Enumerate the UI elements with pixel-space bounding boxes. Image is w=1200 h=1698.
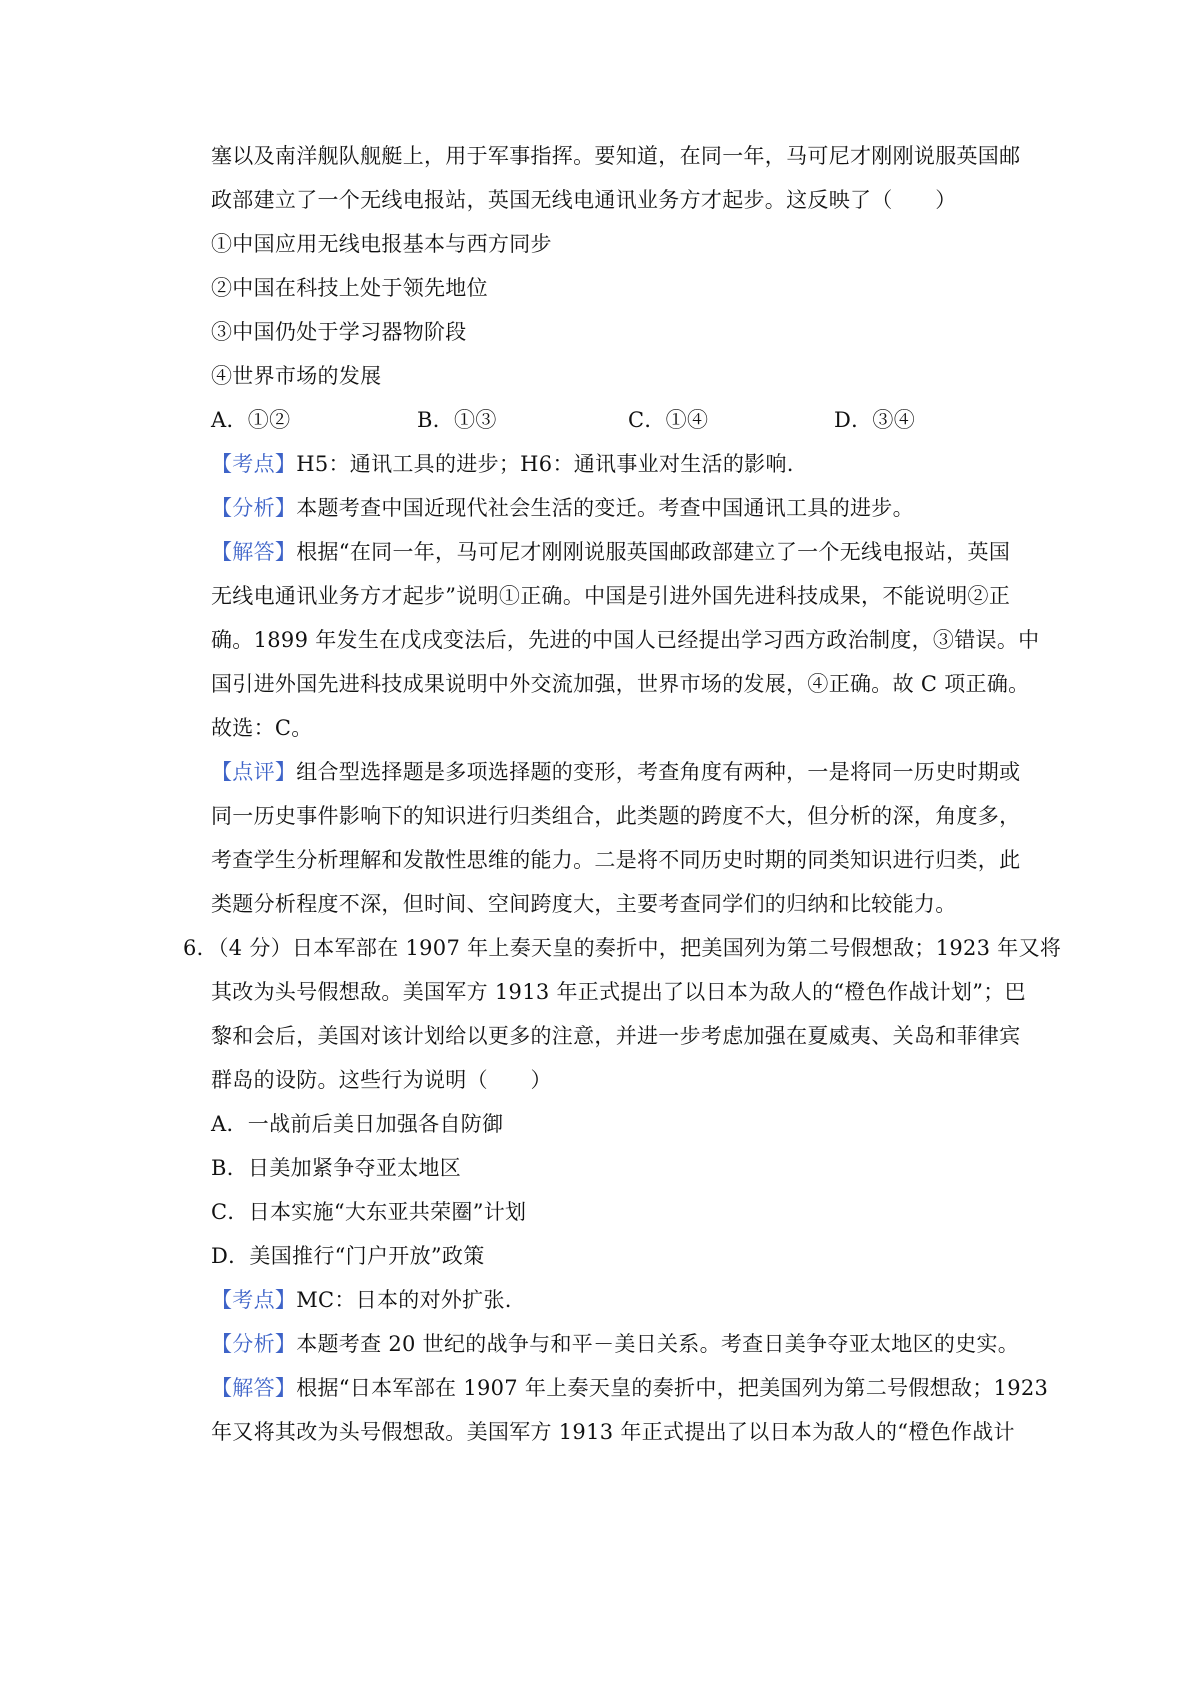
q5-statement-4: ④世界市场的发展: [211, 364, 382, 388]
q5-option-c: C．①④: [628, 408, 709, 432]
q6-option-c: C．日本实施“大东亚共荣圈”计划: [211, 1200, 527, 1224]
q5-dianping-line-3: 考查学生分析理解和发散性思维的能力。二是将不同历史时期的同类知识进行归类，此: [211, 848, 1021, 872]
q5-jieda-line-4: 国引进外国先进科技成果说明中外交流加强，世界市场的发展，④正确。故 C 项正确。: [211, 672, 1030, 696]
fenxi-text: 本题考查 20 世纪的战争与和平－美日关系。考查日美争夺亚太地区的史实。: [296, 1332, 1020, 1356]
kaodian-text: H5：通讯工具的进步；H6：通讯事业对生活的影响.: [296, 452, 794, 476]
q5-statement-2: ②中国在科技上处于领先地位: [211, 276, 488, 300]
q6-jieda: [211, 1374, 1048, 1402]
q5-stem-line-2: 政部建立了一个无线电报站，英国无线电通讯业务方才起步。这反映了（ ）: [211, 188, 957, 212]
q5-answer-line: 故选：C。: [211, 716, 313, 740]
q6-first-line: 6．（4 分）日本军部在 1907 年上奏天皇的奏折中，把美国列为第二号假想敌；1923 年又将: [183, 936, 1062, 960]
q5-dianping-line-4: 类题分析程度不深，但时间、空间跨度大，主要考查同学们的归纳和比较能力。: [211, 892, 957, 916]
q5-option-b: B．①③: [417, 408, 497, 432]
q6-stem-line-4: 群岛的设防。这些行为说明（ ）: [211, 1068, 552, 1092]
q5-statement-3: ③中国仍处于学习器物阶段: [211, 320, 467, 344]
q6-stem-line-3: 黎和会后，美国对该计划给以更多的注意，并进一步考虑加强在夏威夷、关岛和菲律宾: [211, 1024, 1021, 1048]
q6-stem-line-2: 其改为头号假想敌。美国军方 1913 年正式提出了以日本为敌人的“橙色作战计划”；巴: [211, 980, 1026, 1004]
jieda-first-line: 根据“在同一年，马可尼才刚刚说服英国邮政部建立了一个无线电报站，英国: [296, 540, 1011, 564]
fenxi-tag: 【分析】: [211, 1332, 297, 1356]
q5-kaodian: [211, 450, 794, 478]
q5-dianping-line-2: 同一历史事件影响下的知识进行归类组合，此类题的跨度不大，但分析的深，角度多，: [211, 804, 1021, 828]
jieda-tag: 【解答】: [211, 1376, 297, 1400]
q5-jieda-line-2: 无线电通讯业务方才起步”说明①正确。中国是引进外国先进科技成果，不能说明②正: [211, 584, 1011, 608]
dianping-tag: 【点评】: [211, 760, 297, 784]
q6-option-a: A．一战前后美日加强各自防御: [211, 1112, 504, 1136]
q5-option-a: A．①②: [211, 408, 291, 432]
fenxi-text: 本题考查中国近现代社会生活的变迁。考查中国通讯工具的进步。: [296, 496, 914, 520]
q5-stem-line-1: 塞以及南洋舰队舰艇上，用于军事指挥。要知道，在同一年，马可尼才刚刚说服英国邮: [211, 144, 1021, 168]
q5-statement-1: ①中国应用无线电报基本与西方同步: [211, 232, 552, 256]
dianping-first-line: 组合型选择题是多项选择题的变形，考查角度有两种，一是将同一历史时期或: [296, 760, 1021, 784]
q6-fenxi: [211, 1330, 1019, 1358]
kaodian-tag: 【考点】: [211, 452, 297, 476]
q6-option-b: B．日美加紧争夺亚太地区: [211, 1156, 462, 1180]
jieda-first-line: 根据“日本军部在 1907 年上奏天皇的奏折中，把美国列为第二号假想敌；1923: [296, 1376, 1049, 1400]
q5-jieda-line-3: 确。1899 年发生在戊戌变法后，先进的中国人已经提出学习西方政治制度，③错误。中: [211, 628, 1040, 652]
jieda-tag: 【解答】: [211, 540, 297, 564]
q5-fenxi: [211, 494, 914, 522]
q6-kaodian: [211, 1286, 512, 1314]
q5-option-d: D．③④: [834, 408, 916, 432]
q5-jieda: [211, 538, 1010, 566]
q6-option-d: D．美国推行“门户开放”政策: [211, 1244, 485, 1268]
kaodian-text: MC：日本的对外扩张.: [296, 1288, 512, 1312]
fenxi-tag: 【分析】: [211, 496, 297, 520]
q5-dianping: [211, 758, 1020, 786]
kaodian-tag: 【考点】: [211, 1288, 297, 1312]
q6-jieda-line-2: 年又将其改为头号假想敌。美国军方 1913 年正式提出了以日本为敌人的“橙色作战计: [211, 1420, 1015, 1444]
